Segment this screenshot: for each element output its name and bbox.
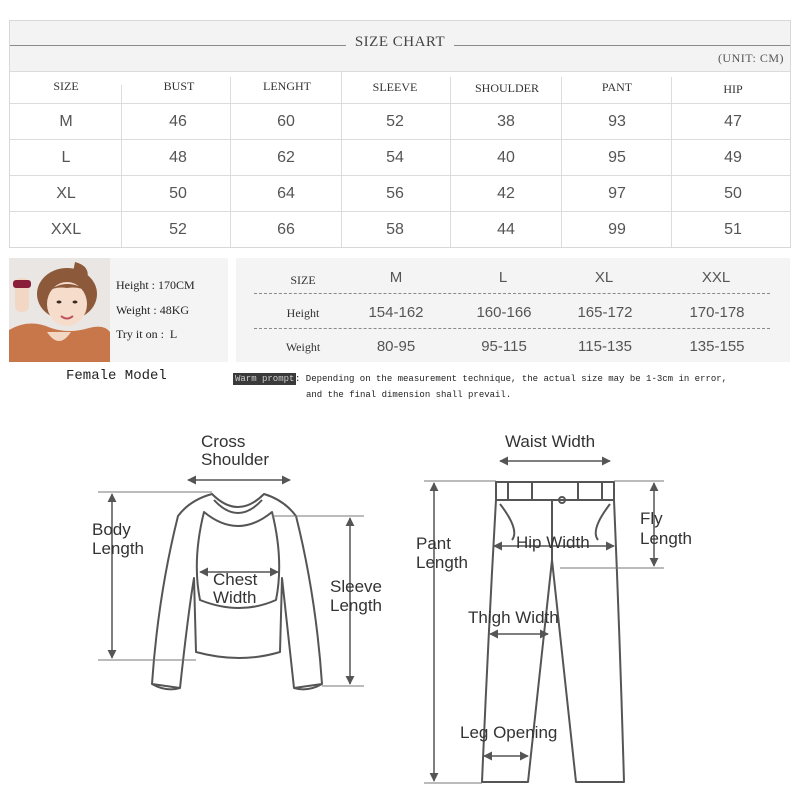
body-length-label: Body [92, 520, 131, 539]
ref-cell: 135-155 [689, 338, 745, 355]
chest-width-label: Chest [213, 570, 258, 589]
table-cell: 50 [724, 185, 742, 202]
warm-prompt-badge: Warm prompt [235, 374, 295, 384]
grid-line [121, 85, 122, 247]
ref-cell: 80-95 [376, 338, 416, 355]
warm-prompt-text: : Depending on the measurement technique, the actual size may be 1-3cm in error, [295, 374, 728, 384]
col-header-pant: PANT [601, 80, 633, 94]
model-weight: Weight : 48KG [116, 303, 190, 317]
waist-width-label: Waist Width [505, 432, 596, 451]
col-header-length: LENGHT [263, 79, 311, 93]
dashed-divider [254, 328, 770, 329]
ref-header-l: L [498, 269, 508, 286]
chest-width-label-2: Width [213, 588, 257, 607]
table-cell: 52 [169, 221, 187, 238]
ref-header-size: SIZE [290, 273, 316, 287]
grid-line [561, 77, 562, 247]
grid-line [450, 77, 451, 247]
table-cell: XL [56, 185, 76, 202]
table-cell: M [59, 113, 73, 130]
leg-opening-label: Leg Opening [460, 723, 558, 742]
hip-width-label: Hip Width [516, 533, 590, 552]
grid-line [10, 211, 790, 212]
col-header-size: SIZE [53, 79, 79, 93]
table-cell: 99 [608, 221, 626, 238]
ref-cell: 170-178 [689, 304, 745, 321]
table-cell: 51 [724, 221, 742, 238]
table-cell: 46 [169, 113, 187, 130]
ref-row-label: Weight [285, 340, 321, 354]
table-cell: 52 [386, 113, 404, 130]
pant-length-label-2: Length [416, 553, 468, 572]
table-cell: 47 [724, 113, 742, 130]
model-caption: Female Model [66, 368, 167, 384]
warm-prompt-text-2: and the final dimension shall prevail. [306, 390, 512, 400]
grid-line [341, 71, 342, 247]
body-length-label-2: Length [92, 539, 144, 558]
table-cell: 66 [277, 221, 295, 238]
model-try-on: Try it on : L [116, 327, 178, 341]
table-cell: 54 [386, 149, 404, 166]
ref-header-xl: XL [594, 269, 614, 286]
table-cell: L [61, 149, 71, 166]
cross-shoulder-label: Cross [201, 432, 246, 451]
fly-length-label-2: Length [640, 529, 692, 548]
table-cell: 42 [497, 185, 515, 202]
thigh-width-label: Thigh Width [468, 608, 559, 627]
col-header-shoulder: SHOULDER [474, 81, 540, 95]
ref-cell: 160-166 [476, 304, 532, 321]
grid-line [10, 175, 790, 176]
table-cell: 56 [386, 185, 404, 202]
grid-line [10, 71, 790, 72]
size-chart [9, 20, 791, 248]
measurement-diagrams [0, 410, 800, 800]
table-cell: 44 [497, 221, 515, 238]
dashed-divider [254, 293, 770, 294]
sleeve-length-label-2: Length [330, 596, 382, 615]
ref-cell: 165-172 [577, 304, 633, 321]
col-header-sleeve: SLEEVE [372, 80, 418, 94]
ref-header-m: M [389, 269, 403, 286]
ref-cell: 154-162 [368, 304, 424, 321]
model-height: Height : 170CM [116, 278, 195, 292]
table-cell: 38 [497, 113, 515, 130]
col-header-hip: HIP [723, 82, 743, 96]
table-cell: 95 [608, 149, 626, 166]
table-cell: 40 [497, 149, 515, 166]
table-cell: 60 [277, 113, 295, 130]
pant-length-label: Pant [416, 534, 451, 553]
sleeve-length-label: Sleeve [330, 577, 382, 596]
table-cell: 62 [277, 149, 295, 166]
table-cell: 49 [724, 149, 742, 166]
table-cell: 58 [386, 221, 404, 238]
col-header-bust: BUST [163, 79, 195, 93]
table-cell: XXL [50, 221, 82, 238]
table-cell: 97 [608, 185, 626, 202]
table-cell: 50 [169, 185, 187, 202]
grid-line [10, 103, 790, 104]
ref-header-xxl: XXL [701, 269, 731, 286]
grid-line [230, 77, 231, 247]
table-cell: 48 [169, 149, 187, 166]
table-cell: 64 [277, 185, 295, 202]
chart-unit: (UNIT: CM) [717, 51, 784, 65]
ref-cell: 95-115 [481, 338, 527, 355]
chart-title: SIZE CHART [354, 34, 446, 50]
ref-cell: 115-135 [578, 338, 632, 355]
grid-line [10, 139, 790, 140]
model-photo [9, 258, 110, 362]
cross-shoulder-label-2: Shoulder [201, 450, 270, 469]
fly-length-label: Fly [640, 509, 663, 528]
ref-row-label: Height [286, 306, 320, 320]
grid-line [671, 77, 672, 247]
table-cell: 93 [608, 113, 626, 130]
